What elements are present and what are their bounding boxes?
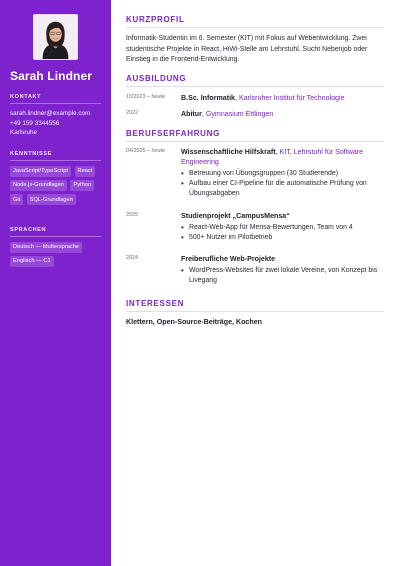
skill-tag: Git: [10, 194, 23, 205]
role: Studienprojekt „CampusMensa“: [181, 212, 290, 220]
entry-heading: [181, 254, 384, 264]
skills-tags: [10, 166, 101, 205]
sidebar: [0, 0, 111, 566]
person-name: Sarah Lindner: [10, 69, 92, 83]
bullet-item: • WordPress-Websites für zwei lokale Vereine, von Konzept bis Livegang: [181, 266, 384, 286]
experience-section: [126, 129, 384, 148]
skill-tag: Node.js-Grundlagen: [10, 180, 67, 191]
entry-date: 04/2025 – heute: [126, 148, 165, 154]
entry-date: 2025: [126, 212, 138, 218]
role: Wissenschaftliche Hilfskraft: [181, 148, 276, 156]
bullet-item: • 500+ Nutzer im Pilotbetrieb: [181, 233, 384, 243]
languages-section: [10, 227, 101, 267]
entry-heading: Wissenschaftliche Hilfskraft, KIT, Lehrstuhl für Software Engineering: [181, 148, 364, 166]
skills-title: KENNTNISSE: [10, 151, 101, 161]
language-tag: Englisch — C1: [10, 256, 54, 267]
entry-date: 10/2023 – heute: [126, 94, 165, 100]
skill-tag: JavaScript/TypeScript: [10, 166, 71, 177]
role: Freiberufliche Web-Projekte: [181, 255, 276, 263]
contact-city: Karlsruhe: [10, 129, 37, 136]
skills-section: [10, 151, 101, 205]
degree: Abitur: [181, 110, 202, 118]
languages-tags: [10, 242, 101, 267]
entry-date: 2024: [126, 255, 138, 261]
contact-title: KONTAKT: [10, 94, 101, 104]
skill-tag: SQL-Grundlagen: [27, 194, 76, 205]
bullet-item: • Betreuung von Übungsgruppen (30 Studierende): [181, 169, 384, 179]
avatar-icon: [34, 15, 77, 59]
bullet-list: [181, 223, 384, 243]
institution: Karlsruher Institut für Technologie: [238, 94, 345, 102]
interests-text: Klettern, Open-Source-Beiträge, Kochen: [126, 318, 262, 326]
institution: Gymnasium Ettlingen: [205, 110, 274, 118]
bullet-item: • Aufbau einer CI-Pipeline für die automatische Prüfung von Übungsabgaben: [181, 179, 384, 199]
entry-heading: [181, 211, 384, 221]
degree: B.Sc. Informatik: [181, 94, 236, 102]
education-title: AUSBILDUNG: [126, 74, 384, 87]
organization: KIT, Lehrstuhl für Software Engineering: [181, 148, 364, 166]
education-section: [126, 74, 384, 93]
languages-title: SPRACHEN: [10, 227, 101, 237]
entry-heading: B.Sc. Informatik, Karlsruher Institut für Technologie: [181, 94, 345, 102]
profile-title: KURZPROFIL: [126, 15, 384, 28]
profile-summary: Informatik-Studentin im 6. Semester (KIT) mit Fokus auf Webentwicklung. Zwei studentische Projekte in React, HiWi-Stelle am Lehrstuhl. Sucht Nebenjob oder Einstieg in die Frontend-Entwicklung.: [126, 35, 368, 63]
bullet-list: [181, 266, 384, 286]
contact-email[interactable]: sarah.lindner@example.com: [10, 110, 91, 117]
entry-heading: Abitur, Gymnasium Ettlingen: [181, 110, 274, 118]
skill-tag: React: [75, 166, 96, 177]
interests-title: INTERESSEN: [126, 299, 384, 312]
contact-phone[interactable]: +49 159 3344556: [10, 119, 60, 127]
profile-section: [126, 15, 384, 66]
contact-section: [10, 94, 101, 138]
bullet-list: [181, 169, 384, 199]
interests-section: [126, 299, 384, 326]
entry-date: 2022: [126, 110, 138, 116]
language-tag: Deutsch — Muttersprache: [10, 242, 82, 253]
experience-title: BERUFSERFAHRUNG: [126, 129, 384, 142]
profile-photo: [33, 14, 78, 60]
bullet-item: • React-Web-App für Mensa-Bewertungen, Team von 4: [181, 223, 384, 233]
skill-tag: Python: [70, 180, 94, 191]
